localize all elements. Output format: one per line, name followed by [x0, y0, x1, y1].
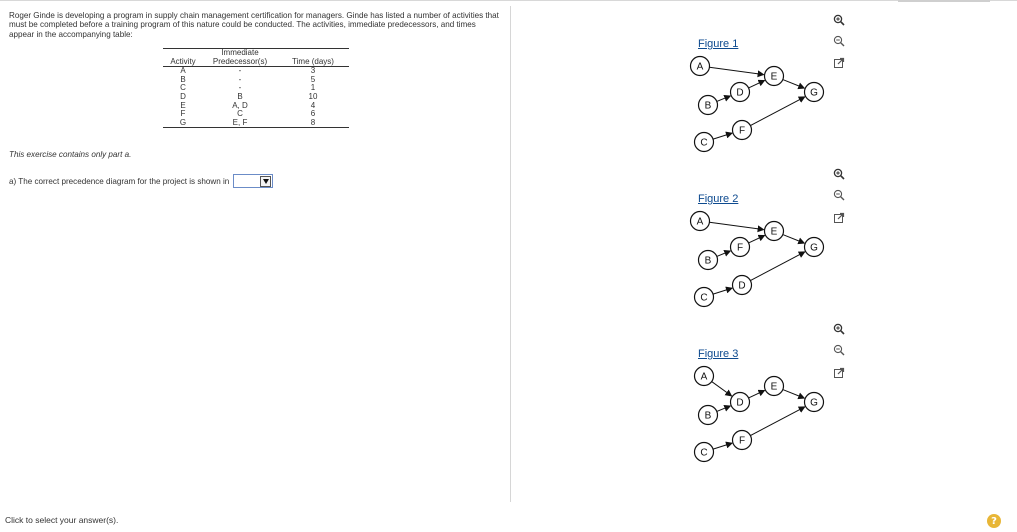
cell-activity: G [163, 119, 203, 128]
table-row [163, 93, 349, 102]
cell-activity: C [180, 83, 186, 93]
question-row [9, 174, 273, 188]
cell-time: 1 [310, 83, 316, 93]
node-label: A [696, 61, 704, 73]
node-label: B [704, 100, 712, 112]
node-label: E [770, 71, 778, 83]
figure-label[interactable]: Figure 3 [698, 348, 739, 360]
cell-predecessor: C [237, 109, 243, 119]
cell-predecessor: - [238, 83, 242, 93]
table-row [163, 102, 349, 111]
cell-activity: F [180, 109, 186, 119]
popout-icon[interactable] [832, 56, 845, 69]
cell-activity: E [180, 100, 186, 110]
node-label: G [810, 87, 818, 99]
cell-predecessor: B [237, 91, 243, 101]
edge-a-e [709, 222, 763, 229]
edge-c-f [713, 133, 732, 139]
table-row [163, 76, 349, 85]
cell-activity: B [180, 74, 186, 84]
node-label: C [700, 292, 708, 304]
node-label: F [738, 125, 746, 137]
header-predecessor-line2: Predecessor(s) [203, 58, 277, 67]
node-label: B [704, 410, 712, 422]
cell-activity: D [180, 91, 186, 101]
node-label: D [738, 280, 746, 292]
edge-f-e [749, 235, 765, 242]
node-label: A [696, 216, 704, 228]
header-activity: Activity [163, 58, 203, 67]
question-text: a) The correct precedence diagram for the project is shown in [9, 176, 230, 186]
table-row [163, 67, 349, 76]
pane-divider [510, 6, 511, 502]
popout-icon[interactable] [832, 211, 845, 224]
edge-a-e [709, 67, 763, 74]
zoom-out-icon[interactable] [832, 188, 845, 201]
cell-time: 10 [308, 91, 318, 101]
edge-e-g [783, 80, 804, 89]
figure-label[interactable]: Figure 1 [698, 38, 739, 50]
cell-time: 4 [310, 100, 316, 110]
edge-d-e [749, 390, 765, 397]
figure-label[interactable]: Figure 2 [698, 193, 739, 205]
cell-time: 5 [310, 74, 316, 84]
node-label: C [700, 137, 708, 149]
precedence-diagram [690, 38, 830, 149]
precedence-diagram [690, 193, 830, 304]
table-row [163, 110, 349, 119]
node-label: F [738, 435, 746, 447]
node-label: C [700, 447, 708, 459]
zoom-in-icon[interactable] [832, 322, 845, 335]
table-row [163, 84, 349, 93]
edge-a-d [712, 382, 732, 396]
status-text: Click to select your answer(s). [5, 515, 119, 525]
dropdown-arrow-icon[interactable] [260, 176, 271, 187]
edge-c-f [713, 443, 732, 449]
part-note: This exercise contains only part a. [9, 150, 132, 159]
table-row [163, 119, 349, 128]
header-time: Time (days) [277, 58, 349, 67]
cell-predecessor: - [238, 66, 242, 76]
edge-c-d [713, 288, 732, 294]
answer-dropdown[interactable] [233, 174, 273, 188]
node-label: A [700, 371, 708, 383]
cell-time: 6 [310, 109, 316, 119]
zoom-in-icon[interactable] [832, 167, 845, 180]
edge-d-e [749, 80, 765, 87]
top-border [0, 0, 1017, 1]
cell-activity: A [180, 66, 186, 76]
edge-f-g [750, 407, 804, 436]
node-label: G [810, 242, 818, 254]
edge-e-g [783, 390, 804, 399]
activity-table [163, 48, 349, 128]
zoom-out-icon[interactable] [832, 343, 845, 356]
help-icon[interactable]: ? [987, 514, 1001, 528]
edge-b-d [717, 96, 730, 101]
edge-d-g [750, 252, 804, 281]
node-label: G [810, 397, 818, 409]
popout-icon[interactable] [832, 366, 845, 379]
node-label: D [736, 397, 744, 409]
edge-b-d [717, 406, 730, 411]
edge-b-f [717, 251, 730, 256]
cell-predecessor: - [238, 74, 242, 84]
node-label: B [704, 255, 712, 267]
header-predecessor-line1: Immediate [203, 49, 277, 58]
zoom-in-icon[interactable] [832, 13, 845, 26]
node-label: D [736, 87, 744, 99]
precedence-diagram [690, 348, 830, 459]
edge-f-g [750, 97, 804, 126]
top-tab-strip [898, 0, 990, 2]
zoom-out-icon[interactable] [832, 34, 845, 47]
cell-predecessor: A, D [232, 100, 248, 110]
node-label: E [770, 226, 778, 238]
cell-predecessor: E, F [203, 119, 277, 128]
cell-time: 8 [277, 119, 349, 128]
cell-time: 3 [310, 66, 316, 76]
edge-e-g [783, 235, 804, 244]
node-label: E [770, 381, 778, 393]
problem-statement: Roger Ginde is developing a program in supply chain management certification for managers. Ginde has listed a number of activities that must be completed before a training program of this nature could be conducted. The activities, immediate predecessors, and times appear in the accompanying table: [9, 11, 499, 39]
node-label: F [736, 242, 744, 254]
